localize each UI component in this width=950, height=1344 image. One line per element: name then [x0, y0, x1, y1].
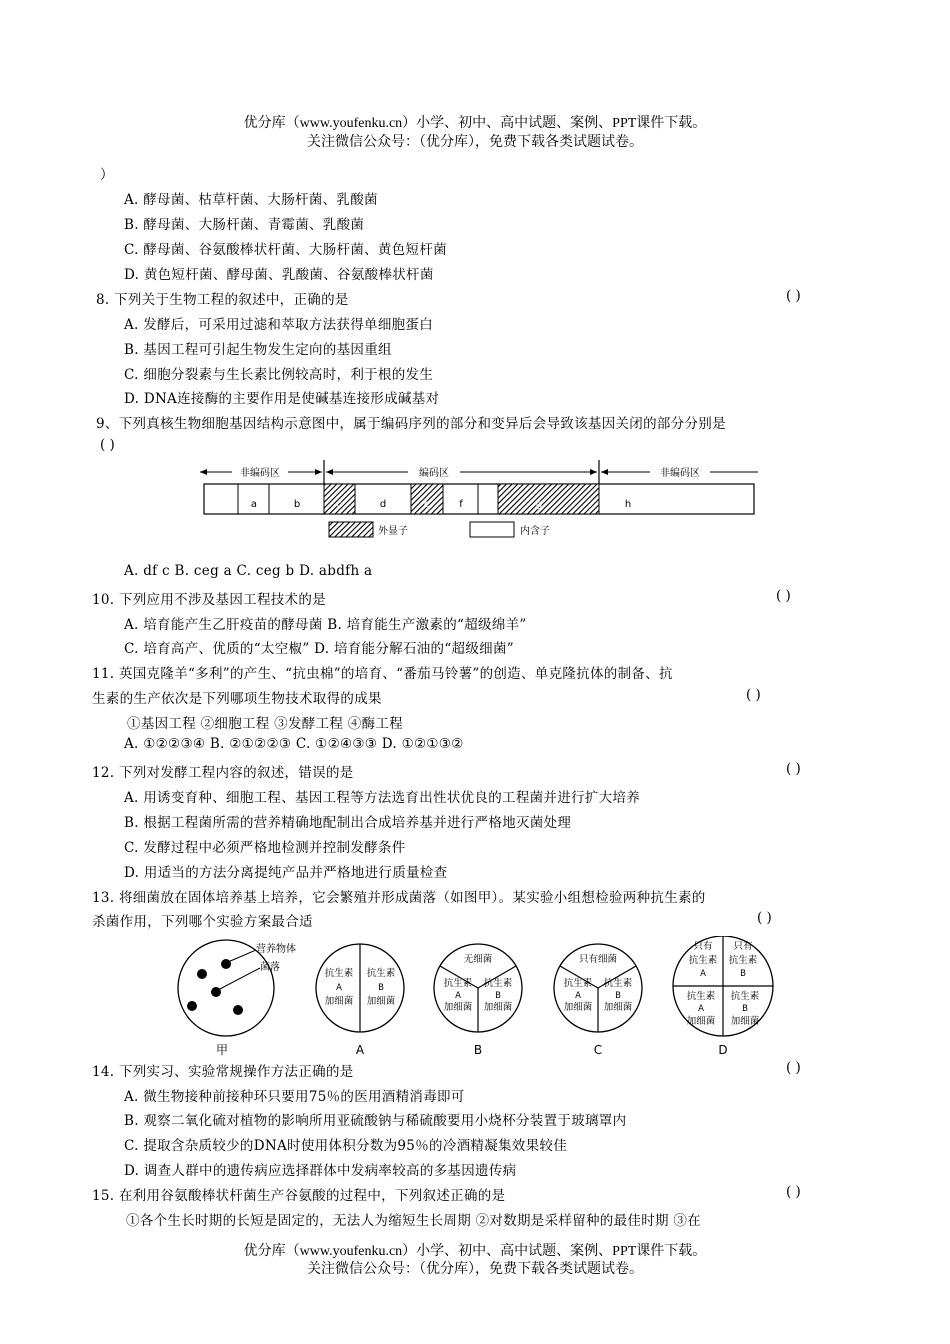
- svg-text:加细菌: 加细菌: [686, 1016, 716, 1027]
- q9-stem: 9、下列真核生物细胞基因结构示意图中，属于编码序列的部分和变异后会导致该基因关闭的部分分别是: [96, 416, 726, 432]
- svg-text:A: A: [336, 983, 342, 993]
- noncoding-left-label: 非编码区: [240, 468, 280, 479]
- q9-options: A. df c B. ceg a C. ceg b D. abdfh a: [124, 563, 373, 579]
- svg-text:B: B: [615, 991, 621, 1001]
- q7-option-c: C. 酵母菌、谷氨酸棒状杆菌、大肠杆菌、黄色短杆菌: [124, 242, 447, 258]
- svg-text:B: B: [495, 991, 501, 1001]
- q10-options-ab: A. 培育能产生乙肝疫苗的酵母菌 B. 培育能生产激素的“超级绵羊”: [124, 617, 527, 633]
- svg-text:加细菌: 加细菌: [483, 1002, 513, 1013]
- q11-answer-paren: ( ): [746, 687, 761, 703]
- svg-text:抗生素: 抗生素: [366, 968, 396, 979]
- label-colony: 菌落: [260, 962, 280, 973]
- q15-statements: ①各个生长时期的长短是固定的，无法人为缩短生长周期 ②对数期是采样留种的最佳时期 ③在: [126, 1213, 701, 1229]
- legend-exon-swatch: [329, 522, 373, 537]
- dish-d: [673, 936, 773, 1057]
- gene-structure-diagram: [198, 458, 760, 542]
- q12-option-a: A. 用诱变育种、细胞工程、基因工程等方法选育出性状优良的工程菌并进行扩大培养: [124, 790, 641, 806]
- svg-text:A: A: [455, 991, 461, 1001]
- svg-text:无细菌: 无细菌: [463, 954, 493, 965]
- q11-stem-line-2: 生素的生产依次是下列哪项生物技术取得的成果: [92, 691, 382, 707]
- svg-text:只有: 只有: [693, 941, 713, 952]
- svg-text:A: A: [575, 991, 581, 1001]
- svg-text:加细菌: 加细菌: [730, 1016, 760, 1027]
- q8-option-b: B. 基因工程可引起生物发生定向的基因重组: [124, 342, 392, 358]
- q14-option-b: B. 观察二氧化硫对植物的影响所用亚硫酸钠与稀硫酸要用小烧杯分装置于玻璃罩内: [124, 1113, 627, 1129]
- svg-text:加细菌: 加细菌: [563, 1002, 593, 1013]
- q7-continuation: ）: [100, 167, 114, 183]
- header-line-2: 关注微信公众号：（优分库），免费下载各类试题试卷。: [307, 135, 643, 150]
- q14-answer-paren: ( ): [786, 1060, 801, 1076]
- antibiotic-experiment-figure: [168, 936, 788, 1058]
- q8-stem: 8. 下列关于生物工程的叙述中，正确的是: [96, 292, 349, 308]
- q14-option-d: D. 调查人群中的遗传病应选择群体中发病率较高的多基因遗传病: [124, 1163, 517, 1179]
- svg-text:加细菌: 加细菌: [366, 996, 396, 1007]
- q14-stem: 14. 下列实习、实验常规操作方法正确的是: [92, 1064, 354, 1080]
- q12-option-b: B. 根据工程菌所需的营养精确地配制出合成培养基并进行严格地灭菌处理: [124, 815, 572, 831]
- segment-d-label: d: [379, 499, 387, 510]
- svg-text:加细菌: 加细菌: [324, 996, 354, 1007]
- segment-g-label: g: [535, 499, 543, 510]
- q12-stem: 12. 下列对发酵工程内容的叙述，错误的是: [92, 765, 354, 781]
- segment-h-label: h: [624, 499, 632, 510]
- q13-answer-paren: ( ): [757, 910, 772, 926]
- segment-e-label: e: [423, 499, 431, 510]
- q12-answer-paren: ( ): [786, 761, 801, 777]
- dish-c: [554, 944, 642, 1057]
- svg-text:抗生素: 抗生素: [563, 978, 593, 989]
- q11-stem-line-1: 11. 英国克隆羊“多利”的产生、“抗虫棉”的培育、“番茄马铃薯”的创造、单克隆抗体的制备、抗: [92, 666, 673, 682]
- q7-option-a: A. 酵母菌、枯草杆菌、大肠杆菌、乳酸菌: [124, 192, 378, 208]
- segment-c-label: c: [336, 499, 342, 510]
- dish-b: [434, 944, 522, 1057]
- label-nutrient-medium: 营养物体: [256, 944, 296, 955]
- caption-a: A: [355, 1043, 365, 1057]
- footer-line-2: 关注微信公众号：（优分库），免费下载各类试题试卷。: [307, 1262, 643, 1277]
- svg-text:B: B: [740, 969, 746, 979]
- svg-text:只有细菌: 只有细菌: [578, 954, 618, 965]
- segment-b-label: b: [293, 499, 301, 510]
- q11-items: ①基因工程 ②细胞工程 ③发酵工程 ④酶工程: [127, 716, 403, 732]
- legend-intron-swatch: [470, 522, 514, 537]
- q12-option-c: C. 发酵过程中必须严格地检测并控制发酵条件: [124, 840, 406, 856]
- svg-text:抗生素: 抗生素: [324, 968, 354, 979]
- svg-text:加细菌: 加细菌: [603, 1002, 633, 1013]
- svg-text:加细菌: 加细菌: [443, 1002, 473, 1013]
- svg-text:抗生素: 抗生素: [688, 955, 718, 966]
- svg-text:B: B: [742, 1004, 748, 1014]
- svg-text:A: A: [700, 969, 706, 979]
- svg-text:抗生素: 抗生素: [603, 978, 633, 989]
- segment-f-label: f: [459, 499, 463, 510]
- svg-text:抗生素: 抗生素: [730, 991, 760, 1002]
- svg-text:抗生素: 抗生素: [443, 978, 473, 989]
- segment-a-label: a: [250, 499, 258, 510]
- segment-g-exon: [498, 484, 599, 514]
- caption-jia: 甲: [215, 1043, 229, 1057]
- svg-text:B: B: [378, 983, 384, 993]
- svg-text:抗生素: 抗生素: [686, 991, 716, 1002]
- q12-option-d: D. 用适当的方法分离提纯产品并严格地进行质量检查: [124, 865, 448, 881]
- q13-stem-line-1: 13. 将细菌放在固体培养基上培养，它会繁殖并形成菌落（如图甲）。某实验小组想检验两种抗生素的: [92, 890, 706, 906]
- footer-line-1: 优分库（www.youfenku.cn）小学、初中、高中试题、案例、PPT课件下载。: [243, 1244, 707, 1259]
- noncoding-right-label: 非编码区: [660, 468, 700, 479]
- q10-stem: 10. 下列应用不涉及基因工程技术的是: [92, 592, 326, 608]
- q14-option-a: A. 微生物接种前接种环只要用75％的医用酒精消毒即可: [124, 1089, 465, 1105]
- q7-option-b: B. 酵母菌、大肠杆菌、青霉菌、乳酸菌: [124, 217, 365, 233]
- svg-text:抗生素: 抗生素: [483, 978, 513, 989]
- header-line-1: 优分库（www.youfenku.cn）小学、初中、高中试题、案例、PPT课件下载。: [243, 116, 707, 131]
- svg-text:A: A: [698, 1004, 704, 1014]
- q8-option-c: C. 细胞分裂素与生长素比例较高时，利于根的发生: [124, 367, 434, 383]
- dish-a: [316, 944, 404, 1057]
- gene-strand: [204, 484, 754, 514]
- caption-d: D: [718, 1043, 728, 1057]
- q10-answer-paren: ( ): [776, 588, 791, 604]
- q11-options: A. ①②②③④ B. ②①②②③ C. ①②④③③ D. ①②①③②: [124, 736, 464, 752]
- q13-stem-line-2: 杀菌作用，下列哪个实验方案最合适: [92, 914, 313, 930]
- legend-exon-label: 外显子: [378, 526, 408, 537]
- q9-answer-paren: ( ): [100, 437, 115, 453]
- coding-label: 编码区: [419, 468, 449, 479]
- dish-jia: [178, 940, 296, 1057]
- q14-option-c: C. 提取含杂质较少的DNA时使用体积分数为95％的冷酒精凝集效果较佳: [124, 1138, 567, 1154]
- q8-answer-paren: ( ): [786, 288, 801, 304]
- caption-b: B: [473, 1043, 483, 1057]
- q8-option-a: A. 发酵后，可采用过滤和萃取方法获得单细胞蛋白: [124, 317, 434, 333]
- svg-text:抗生素: 抗生素: [728, 955, 758, 966]
- q10-options-cd: C. 培育高产、优质的“太空椒” D. 培育能分解石油的“超级细菌”: [124, 641, 514, 657]
- q8-option-d: D. DNA连接酶的主要作用是使碱基连接形成碱基对: [124, 391, 440, 407]
- q7-option-d: D. 黄色短杆菌、酵母菌、乳酸菌、谷氨酸棒状杆菌: [124, 267, 434, 283]
- svg-text:只有: 只有: [733, 941, 753, 952]
- q15-answer-paren: ( ): [786, 1184, 801, 1200]
- q15-stem: 15. 在利用谷氨酸棒状杆菌生产谷氨酸的过程中，下列叙述正确的是: [92, 1188, 506, 1204]
- legend-intron-label: 内含子: [520, 526, 550, 537]
- caption-c: C: [593, 1043, 603, 1057]
